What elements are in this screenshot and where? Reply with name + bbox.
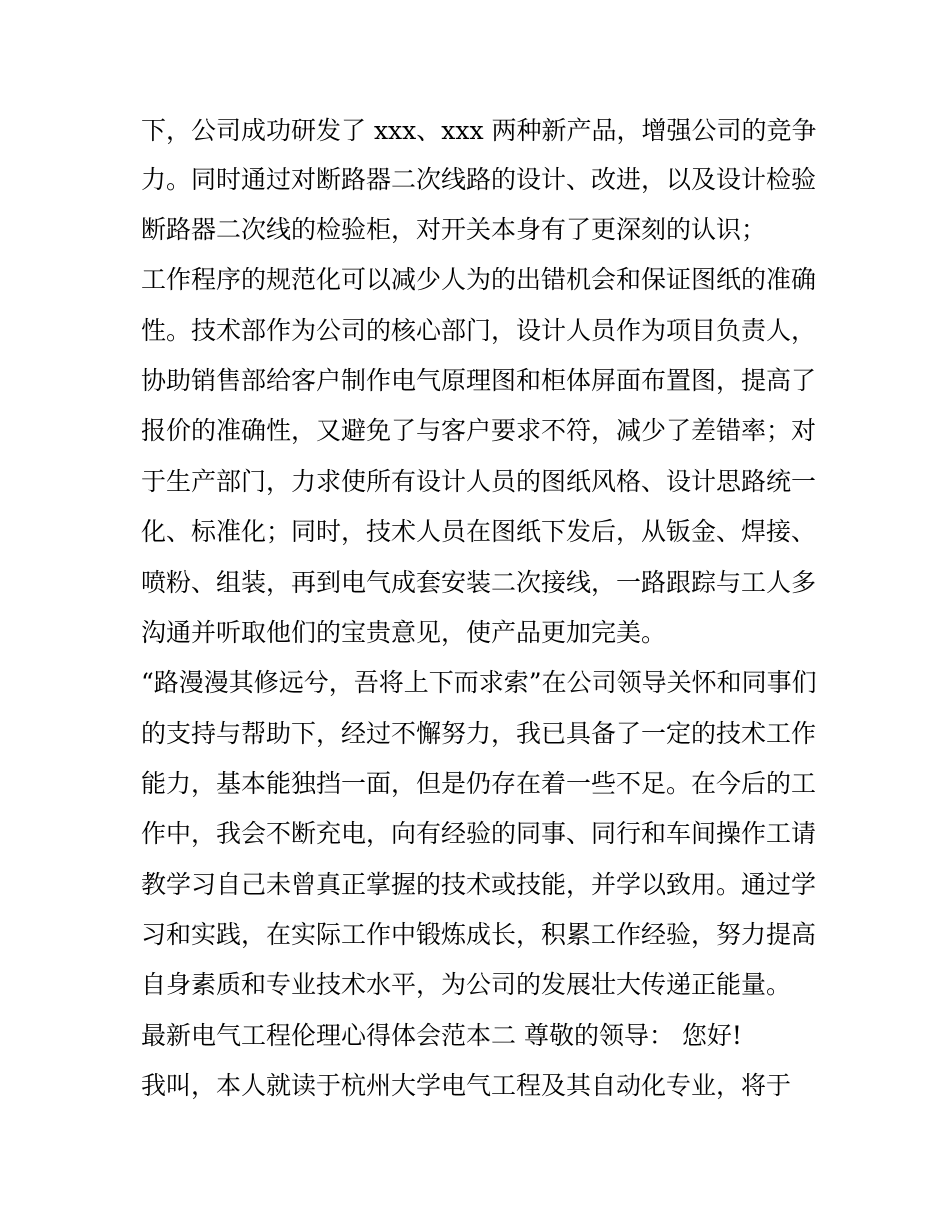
text-line: 化、标准化；同时，技术人员在图纸下发后，从钣金、焊接、: [141, 517, 817, 546]
text-line: 自身素质和专业技术水平，为公司的发展壮大传递正能量。: [141, 970, 792, 999]
text-line: 的支持与帮助下，经过不懈努力，我已具备了一定的技术工作: [141, 719, 817, 748]
text-line: 作中，我会不断充电，向有经验的同事、同行和车间操作工请: [141, 819, 817, 848]
text-line: 断路器二次线的检验柜，对开关本身有了更深刻的认识；: [141, 215, 767, 244]
text-line: 于生产部门，力求使所有设计人员的图纸风格、设计思路统一: [141, 467, 817, 496]
text-line: “路漫漫其修远兮，吾将上下而求索”在公司领导关怀和同事们: [141, 668, 817, 697]
text-line: 协助销售部给客户制作电气原理图和柜体屏面布置图，提高了: [141, 366, 817, 395]
text-line: 喷粉、组装，再到电气成套安装二次接线，一路跟踪与工人多: [141, 568, 817, 597]
text-line: 习和实践，在实际工作中锻炼成长，积累工作经验，努力提高: [141, 920, 817, 949]
text-line: 教学习自己未曾真正掌握的技术或技能，并学以致用。通过学: [141, 870, 817, 899]
text-line: 能力，基本能独挡一面，但是仍存在着一些不足。在今后的工: [141, 769, 817, 798]
text-line: 最新电气工程伦理心得体会范本二 尊敬的领导： 您好!: [141, 1021, 742, 1050]
text-line: 下，公司成功研发了 xxx、xxx 两种新产品，增强公司的竞争: [141, 116, 817, 145]
text-line: 我叫，本人就读于杭州大学电气工程及其自动化专业，将于: [141, 1071, 792, 1100]
text-line: 工作程序的规范化可以减少人为的出错机会和保证图纸的准确: [141, 265, 817, 294]
text-line: 性。技术部作为公司的核心部门，设计人员作为项目负责人，: [141, 316, 817, 345]
text-line: 力。同时通过对断路器二次线路的设计、改进，以及设计检验: [141, 165, 817, 194]
text-line: 沟通并听取他们的宝贵意见，使产品更加完美。: [141, 618, 667, 647]
text-line: 报价的准确性，又避免了与客户要求不符，减少了差错率；对: [141, 416, 817, 445]
